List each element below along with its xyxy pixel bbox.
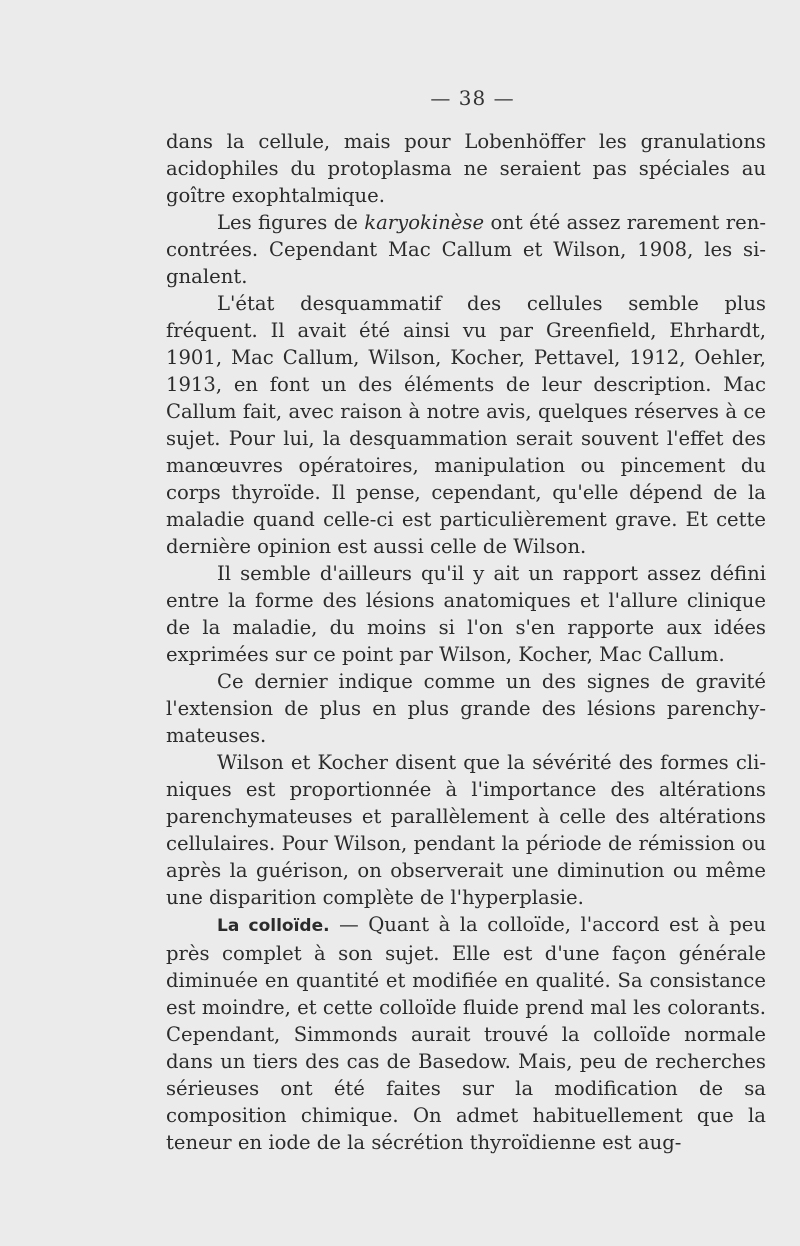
paragraph — [166, 128, 766, 209]
paragraph — [166, 290, 766, 560]
paragraph — [166, 209, 766, 290]
paragraph-text: dans la cellule, mais pour Lobenhöffer les granulations acidophiles du protoplasma ne seraient pas spéciales au goître exophtalmique. — [166, 130, 766, 207]
section-run-in-heading: La colloïde. — [217, 916, 330, 936]
paragraph-text: Les figures de — [217, 211, 365, 234]
paragraph — [166, 560, 766, 668]
paragraph-text: L'état desquammatif des cellules semble plus fréquent. Il avait été ainsi vu par Greenfield, Ehrhardt, 1901, Mac Callum, Wilson, Kocher, Pettavel, 1912, Oehler, 1913, en font un des éléments de leur description. Mac Callum fait, avec raison à notre avis, quelques réserves à ce sujet. Pour lui, la desquammation serait souvent l'effet des manœuvres opératoires, manipulation ou pincement du corps thyroïde. Il pense, cependant, qu'elle dépend de la maladie quand celle-ci est particulièrement grave. Et cette dernière opinion est aussi celle de Wilson. — [166, 292, 766, 558]
italic-term: karyokinèse — [364, 211, 485, 234]
paragraph-text: Il semble d'ailleurs qu'il y ait un rapport assez défini entre la forme des lésions anatomiques et l'allure clinique de la maladie, du moins si l'on s'en rapporte aux idées exprimées sur ce point par Wilson, Kocher, Mac Callum. — [166, 562, 766, 666]
paragraph-text: Ce dernier indique comme un des signes de gravité l'extension de plus en plus grande des lésions parenchymateuses. — [166, 670, 766, 747]
paragraph-text: Wilson et Kocher disent que la sévérité des formes cliniques est proportionnée à l'importance des altérations parenchymateuses et parallèlement à celle des altérations cellulaires. Pour Wilson, pendant la période de rémission ou après la guérison, on observerait une diminution ou même une disparition complète de l'hyperplasie. — [166, 751, 766, 909]
paragraph-text: — Quant à la colloïde, l'accord est à peu près complet à son sujet. Elle est d'une façon générale diminuée en quantité et modifiée en qualité. Sa consistance est moindre, et cette colloïde fluide prend mal les colorants. Cependant, Simmonds aurait trouvé la colloïde normale dans un tiers des cas de Basedow. Mais, peu de recherches sérieuses ont été faites sur la modification de sa composition chimique. On admet habituellement que la teneur en iode de la sécrétion thyroïdienne est aug- — [166, 913, 767, 1154]
paragraph — [166, 911, 766, 1156]
paragraph — [166, 668, 766, 749]
paragraph — [166, 749, 766, 911]
body-text — [166, 128, 766, 1156]
paragraph-text: ont été assez rarement rencontrées. Cependant Mac Callum et Wilson, 1908, les signalent. — [166, 211, 766, 288]
page-number: — 38 — — [430, 86, 515, 110]
